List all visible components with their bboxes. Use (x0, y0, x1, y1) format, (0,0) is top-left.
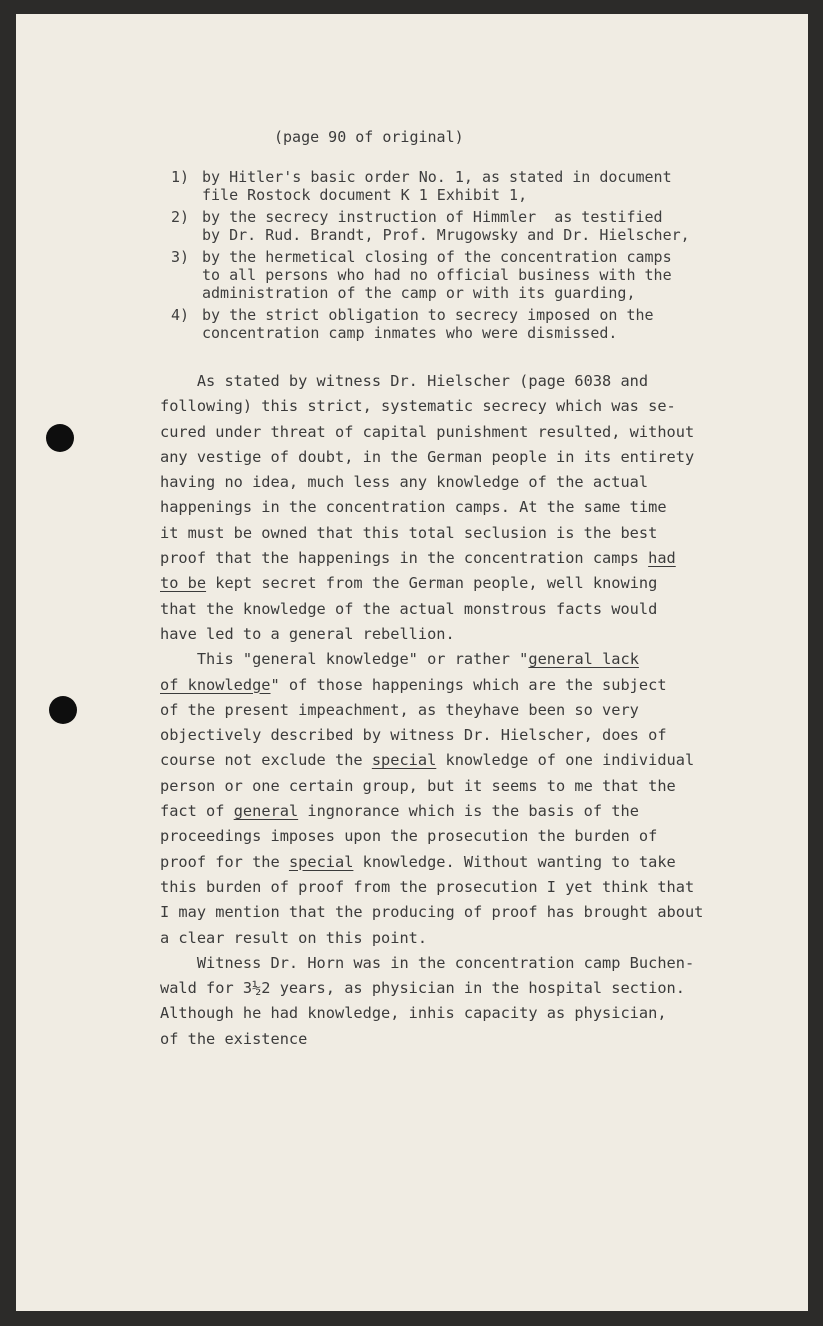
text-segment: fact of (160, 802, 234, 821)
underlined-text: general (233, 802, 299, 821)
list-line: concentration camp inmates who were dismissed. (202, 324, 618, 342)
text-segment: course not exclude the (160, 751, 372, 770)
text-line: have led to a general rebellion. (160, 624, 455, 643)
page-reference: (page 90 of original) (274, 128, 464, 146)
underlined-text: had (648, 549, 676, 568)
punch-hole (49, 696, 77, 724)
underlined-text: special (288, 852, 354, 871)
list-item (171, 306, 771, 342)
text-line: cured under threat of capital punishment resulted, without (160, 422, 695, 441)
underlined-text: to be (160, 574, 207, 593)
text-segment: knowledge. Without wanting to take (353, 852, 676, 871)
text-line: objectively described by witness Dr. Hielscher, does of (160, 726, 667, 745)
text-segment: knowledge of one individual (436, 751, 695, 770)
text-line: following) this strict, systematic secrecy which was se- (160, 397, 676, 416)
text-line: As stated by witness Dr. Hielscher (page 6038 and (160, 372, 649, 390)
text-line (160, 799, 800, 824)
body-text (160, 369, 800, 1052)
list-number: 1) (171, 168, 190, 186)
list-line: to all persons who had no official business with the (202, 266, 672, 284)
text-line: of the present impeachment, as theyhave been so very (160, 700, 639, 719)
text-line: wald for 3½2 years, as physician in the hospital section. (160, 979, 685, 998)
text-line (160, 647, 800, 672)
underlined-text: general lack (528, 650, 639, 669)
text-line: any vestige of doubt, in the German people in its entirety (160, 447, 695, 466)
list-item (171, 208, 771, 244)
document-page (16, 14, 808, 1311)
list-line: administration of the camp or with its guarding, (202, 284, 636, 302)
text-segment: " of those happenings which are the subject (270, 675, 667, 694)
text-line: that the knowledge of the actual monstrous facts would (160, 599, 658, 618)
numbered-list (171, 168, 771, 343)
list-line: file Rostock document K 1 Exhibit 1, (202, 186, 528, 204)
list-number: 4) (171, 306, 190, 324)
list-line: by the strict obligation to secrecy imposed on the (202, 306, 654, 324)
text-line: it must be owned that this total seclusion is the best (160, 523, 658, 542)
underlined-text: of knowledge (160, 675, 271, 694)
text-line: this burden of proof from the prosecution I yet think that (160, 877, 695, 896)
text-line: person or one certain group, but it seems to me that the (160, 776, 676, 795)
text-line: happenings in the concentration camps. At the same time (160, 498, 667, 517)
text-line (160, 571, 800, 596)
list-line: by Hitler's basic order No. 1, as stated in document (202, 168, 672, 186)
list-item (171, 248, 771, 302)
list-number: 2) (171, 208, 190, 226)
text-line: having no idea, much less any knowledge of the actual (160, 473, 649, 492)
list-line: by the hermetical closing of the concentration camps (202, 248, 672, 266)
underlined-text: special (371, 751, 437, 770)
text-line: Witness Dr. Horn was in the concentration camp Buchen- (160, 953, 695, 972)
text-segment: proof for the (160, 852, 289, 871)
text-line: Although he had knowledge, inhis capacity as physician, (160, 1004, 667, 1023)
list-line: by the secrecy instruction of Himmler as testified (202, 208, 663, 226)
text-segment: This "general knowledge" or rather " (160, 650, 529, 669)
text-segment: ingnorance which is the basis of the (298, 802, 639, 821)
list-item (171, 168, 771, 204)
text-segment: kept secret from the German people, well knowing (206, 574, 658, 593)
text-line: proceedings imposes upon the prosecution the burden of (160, 827, 658, 846)
text-line (160, 748, 800, 773)
list-number: 3) (171, 248, 190, 266)
text-line (160, 673, 800, 698)
text-line: a clear result on this point. (160, 928, 428, 947)
text-segment: proof that the happenings in the concentration camps (160, 549, 649, 568)
text-line (160, 850, 800, 875)
text-line: I may mention that the producing of proof has brought about (160, 903, 704, 922)
text-line: of the existence (160, 1029, 308, 1048)
punch-hole (46, 424, 74, 452)
list-line: by Dr. Rud. Brandt, Prof. Mrugowsky and Dr. Hielscher, (202, 226, 690, 244)
text-line (160, 546, 800, 571)
